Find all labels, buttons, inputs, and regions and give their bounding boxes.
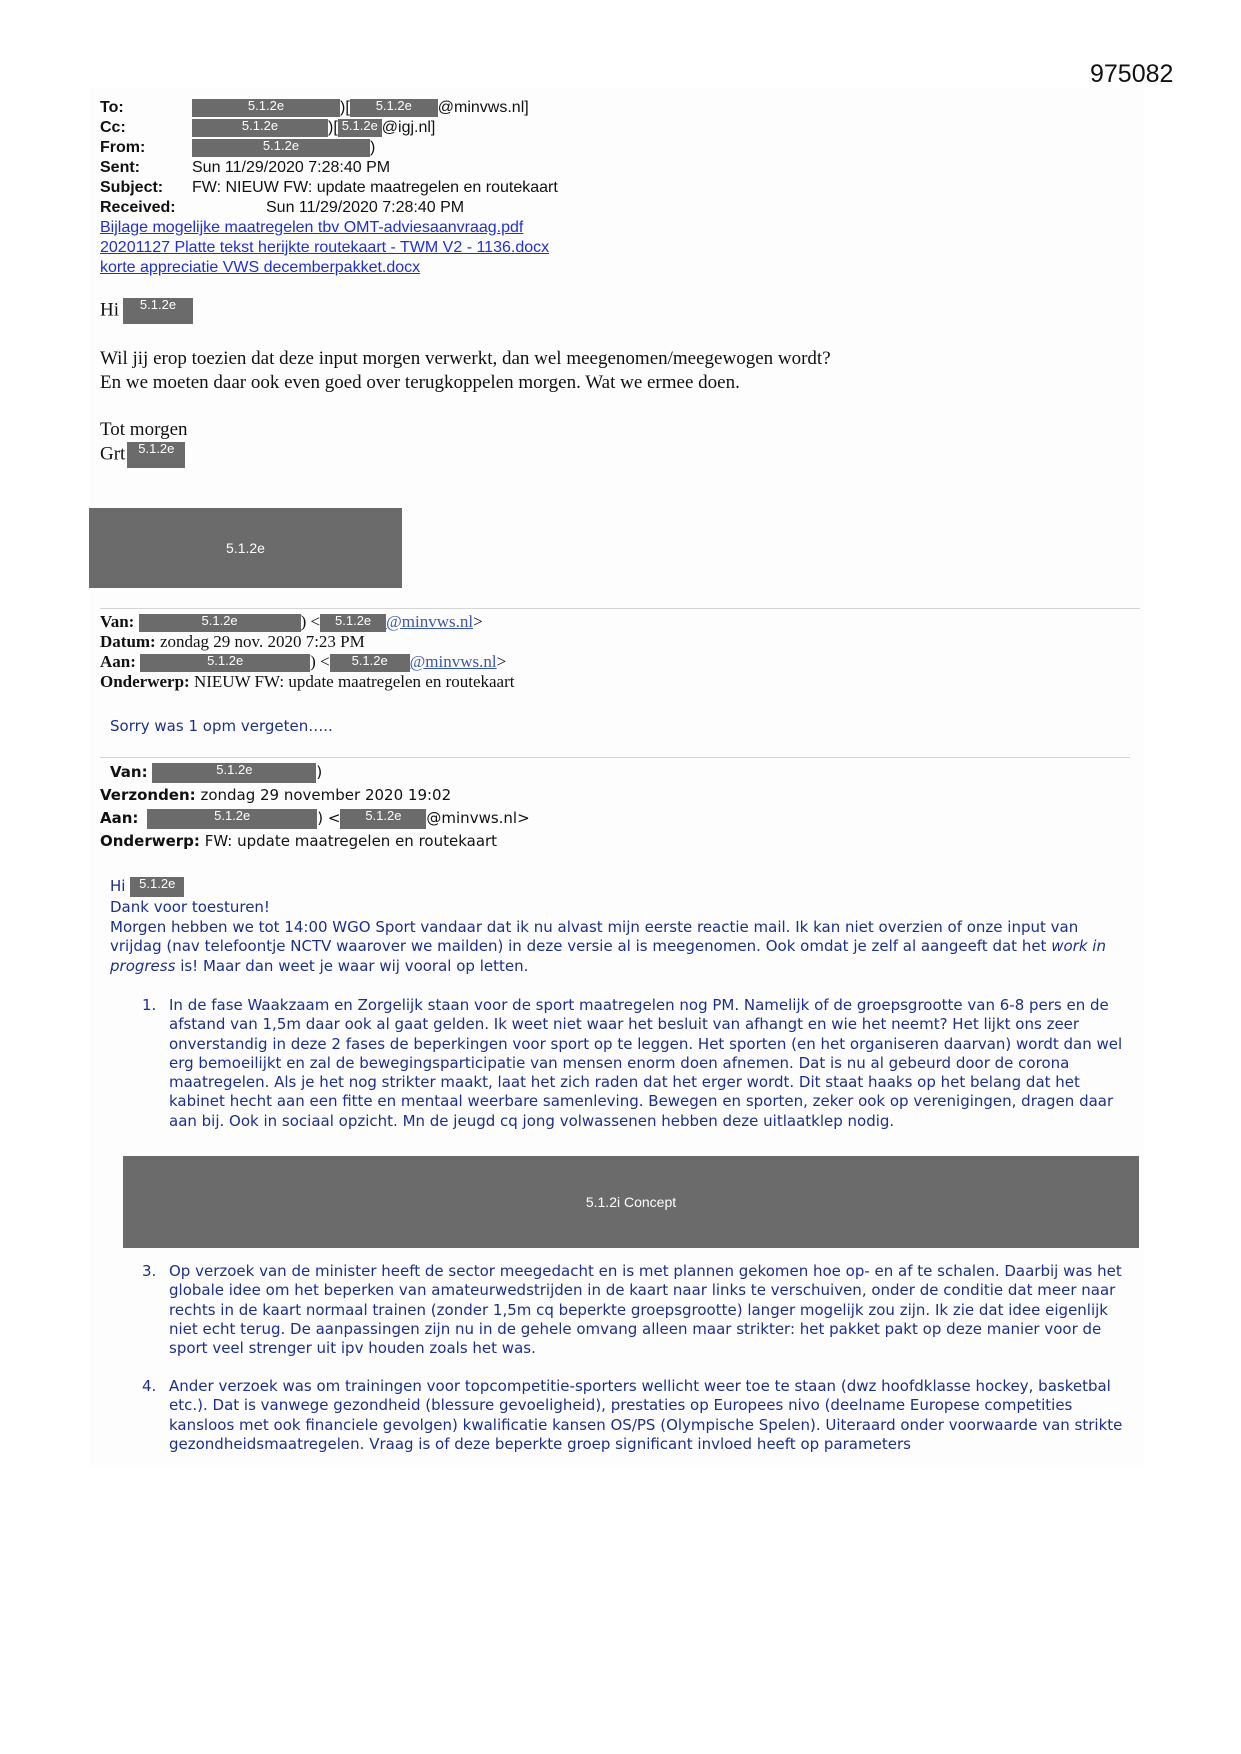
list-number: 1. xyxy=(142,996,157,1014)
datum-value: zondag 29 nov. 2020 7:23 PM xyxy=(159,632,365,651)
van-label: Van: xyxy=(100,612,135,631)
redaction-box: 5.1.2e xyxy=(192,119,328,137)
list-text: Op verzoek van de minister heeft de sector meegedacht en is met plannen gekomen hoe op- en af te schalen. Daarbij was het globale idee om het beperken van amateurwedstrijden in de kaart naar links te verschuiven, onder de conditie dat meer naar rechts in de kaart normaal trainen (zonder 1,5m cq beperkte groepsgrootte) langer mogelijk zou zijn. Ik zie dat idee eigenlijk niet echt terug. De aanpassingen zijn nu in de gehele omvang alleen maar strikter: het pakket pakt op deze manier voor de sport veel strenger uit ipv houden zoals het was. xyxy=(169,1262,1122,1358)
to-line xyxy=(100,98,529,118)
redaction-box: 5.1.2e xyxy=(350,99,438,117)
from-line xyxy=(100,138,375,158)
closing-line xyxy=(100,442,185,468)
datum-label: Datum: xyxy=(100,632,156,651)
greeting-line xyxy=(100,298,193,324)
redaction-box: 5.1.2e xyxy=(330,654,410,672)
document-number: 975082 xyxy=(1090,60,1174,88)
received-value: Sun 11/29/2020 7:28:40 PM xyxy=(266,199,465,216)
onderwerp-label: Onderwerp: xyxy=(100,832,200,850)
list-item xyxy=(142,996,1132,1131)
divider xyxy=(100,608,1140,609)
cc-line xyxy=(100,118,435,138)
received-line xyxy=(100,198,464,218)
list-item xyxy=(142,1377,1132,1454)
from-close: ) xyxy=(370,139,376,156)
van-close: ) xyxy=(316,763,323,781)
redaction-box: 5.1.2e xyxy=(147,809,317,829)
redaction-box: 5.1.2e xyxy=(338,119,382,137)
intro-text-end: is! Maar dan weet je waar wij vooral op letten. xyxy=(175,956,529,975)
redaction-box: 5.1.2e xyxy=(139,614,301,632)
van-line xyxy=(100,612,483,632)
van-end: > xyxy=(473,612,483,631)
van-domain[interactable]: @minvws.nl xyxy=(386,612,474,631)
to-domain: @minvws.nl] xyxy=(437,99,529,116)
aan-separator: ) < xyxy=(317,809,341,827)
redaction-box: 5.1.2e xyxy=(192,139,370,157)
attachment-link[interactable]: Bijlage mogelijke maatregelen tbv OMT-adviesaanvraag.pdf xyxy=(100,219,524,236)
from-label: From: xyxy=(100,139,146,156)
list-text: In de fase Waakzaam en Zorgelijk staan voor de sport maatregelen nog PM. Namelijk of de groepsgrootte van 6-8 pers en de afstand van 1,5m daar ook al gaat gelden. Ik weet niet waar het besluit van afhangt en wie het neemt? Het lijkt ons zeer onverstandig in deze 2 fases de beperkingen voor sport op te leggen. Het sporten (en het organiseren daarvan) wordt dan wel erg bemoeilijkt en zal de bewegingsparticipatie van mensen enorm doen afnemen. Dat is nu al gebeurd door de corona maatregelen. Als je het nog strikter maakt, laat het zich raden dat het erger wordt. Dit staat haaks op het belang dat het kabinet hecht aan een fitte en mentaal weerbare samenleving. Bewegen en sporten, zeker ook op verenigingen, dragen daar aan bij. Ook in sociaal opzicht. Mn de jeugd cq jong volwassenen hebben deze uitlaatklep nodig. xyxy=(169,996,1123,1130)
datum-line xyxy=(100,632,365,652)
redaction-box: 5.1.2e xyxy=(192,99,340,117)
aan-label: Aan: xyxy=(100,652,136,671)
to-separator: )[ xyxy=(340,99,350,116)
aan-line-2 xyxy=(100,808,530,829)
thanks-line: Dank voor toesturen! xyxy=(110,898,270,916)
divider xyxy=(100,757,1130,758)
body-line: En we moeten daar ook even goed over terugkoppelen morgen. Wat we ermee doen. xyxy=(100,372,740,393)
cc-label: Cc: xyxy=(100,119,126,136)
closing-greeting: Grt xyxy=(100,443,126,465)
onderwerp-value: NIEUW FW: update maatregelen en routekaart xyxy=(193,672,515,691)
intro-text: Morgen hebben we tot 14:00 WGO Sport vandaar dat ik nu alvast mijn eerste reactie mail. Ik kan niet overzien of onze input van vrijdag (nav telefoontje NCTV waarover we mailden) in deze versie al is meegenomen. Ook omdat je zelf al aangeeft dat het xyxy=(110,918,1079,956)
list-number: 4. xyxy=(142,1377,157,1395)
sent-line xyxy=(100,158,390,178)
list-item xyxy=(142,1262,1132,1358)
redaction-box: 5.1.2e xyxy=(123,298,193,324)
intro-emphasis: work in progress xyxy=(110,937,1106,975)
aan-end: > xyxy=(496,652,507,671)
subject-label: Subject: xyxy=(100,179,164,196)
onderwerp-line-2 xyxy=(100,831,497,852)
redaction-box: 5.1.2e xyxy=(130,877,184,897)
redaction-box: 5.1.2e xyxy=(152,763,316,783)
verzonden-line xyxy=(100,785,451,806)
redaction-box: 5.1.2e xyxy=(320,614,386,632)
cc-domain: @igj.nl] xyxy=(381,119,436,136)
greeting: Hi xyxy=(110,877,126,895)
closing-line: Tot morgen xyxy=(100,419,188,440)
list-text: Ander verzoek was om trainingen voor topcompetitie-sporters wellicht weer toe te staan (dwz hoofdklasse hockey, basketbal etc.). Dat is vanwege gezondheid (blessure gevoeligheid), prestaties op Europees nivo (deelname Europese competities kansloos met ook financiele gevolgen) kwalificatie kansen OS/PS (Olympische Spelen). Uiteraard onder voorwaarde van strikte gezondheidsmaatregelen. Vraag is of deze beperkte groep significant invloed heeft op parameters xyxy=(169,1377,1123,1453)
subject-value: FW: NIEUW FW: update maatregelen en routekaart xyxy=(192,179,558,196)
verzonden-value: zondag 29 november 2020 19:02 xyxy=(200,786,452,804)
aan-label: Aan: xyxy=(100,809,139,827)
redaction-box: 5.1.2e xyxy=(340,809,426,829)
onderwerp-line xyxy=(100,672,514,692)
sent-value: Sun 11/29/2020 7:28:40 PM xyxy=(192,159,391,176)
van-separator: ) < xyxy=(300,612,321,631)
aan-separator: ) < xyxy=(310,652,330,671)
concept-redaction: 5.1.2i Concept xyxy=(123,1156,1139,1248)
verzonden-label: Verzonden: xyxy=(100,786,196,804)
to-label: To: xyxy=(100,99,124,116)
aan-line xyxy=(100,652,506,672)
aan-domain: @minvws.nl> xyxy=(426,809,530,827)
greeting-line-2 xyxy=(110,876,184,897)
intro-paragraph xyxy=(110,918,1130,976)
greeting: Hi xyxy=(100,299,119,321)
received-label: Received: xyxy=(100,199,176,216)
list-number: 3. xyxy=(142,1262,157,1280)
attachment-link[interactable]: 20201127 Platte tekst herijkte routekaart - TWM V2 - 1136.docx xyxy=(100,239,550,256)
onderwerp-value: FW: update maatregelen en routekaart xyxy=(204,832,498,850)
redaction-box: 5.1.2e xyxy=(140,654,310,672)
attachment-link[interactable]: korte appreciatie VWS decemberpakket.docx xyxy=(100,259,421,276)
body-line: Wil jij erop toezien dat deze input morgen verwerkt, dan wel meegenomen/meegewogen wordt? xyxy=(100,348,831,369)
cc-separator: )[ xyxy=(328,119,338,136)
signature-redaction: 5.1.2e xyxy=(89,508,402,588)
redaction-box: 5.1.2e xyxy=(127,442,185,468)
aan-domain[interactable]: @minvws.nl xyxy=(409,652,497,671)
onderwerp-label: Onderwerp: xyxy=(100,672,190,691)
van-line-2 xyxy=(110,762,322,783)
van-label: Van: xyxy=(110,763,148,781)
subject-line xyxy=(100,178,558,198)
sent-label: Sent: xyxy=(100,159,140,176)
sorry-line: Sorry was 1 opm vergeten….. xyxy=(110,717,333,735)
